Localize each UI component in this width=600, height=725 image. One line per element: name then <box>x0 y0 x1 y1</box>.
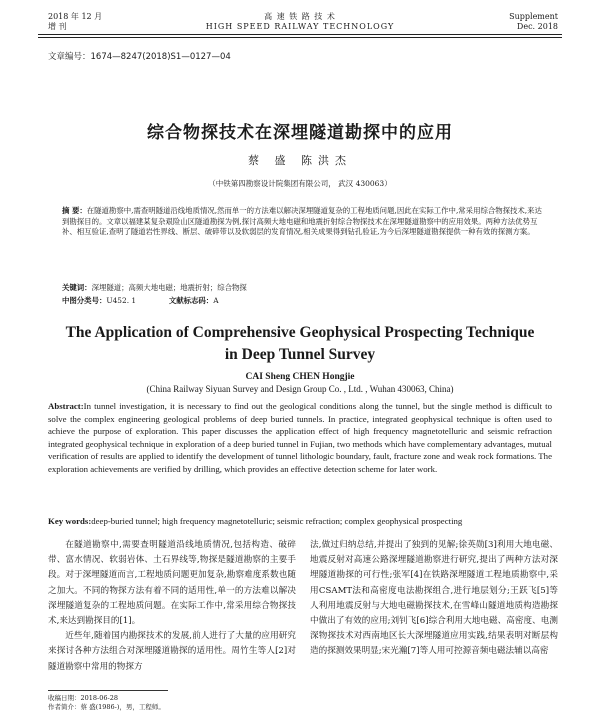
doc-code-label: 文献标志码： <box>168 296 214 305</box>
header-rule-thin <box>38 37 562 38</box>
body-column-left <box>48 538 296 675</box>
english-keywords-text: deep-buried tunnel; high frequency magnetotelluric; seismic refraction; complex geophysical prospecting <box>91 516 463 526</box>
journal-name-cn: 高 速 铁 路 技 术 <box>264 12 336 21</box>
chinese-keywords-label: 关键词： <box>62 283 92 292</box>
english-keywords-label: Key words: <box>48 516 92 526</box>
clc-label: 中图分类号： <box>62 296 107 305</box>
chinese-affiliation: （中铁第四勘察设计院集团有限公司， 武汉 430063） <box>208 179 392 188</box>
english-affiliation: (China Railway Siyuan Survey and Design Group Co. , Ltd. , Wuhan 430063, China) <box>146 384 454 394</box>
article-number: 文章编号：1674—8247(2018)S1—0127—04 <box>48 52 231 62</box>
english-title <box>0 322 600 366</box>
chinese-keywords <box>62 283 546 293</box>
english-title-line1: The Application of Comprehensive Geophysical Prospecting Technique <box>65 324 535 341</box>
body-paragraph: 在隧道勘察中,需要查明隧道沿线地质情况,包括构造、破碎带、富水情况、软弱岩体、土石界线等,物探是隧道勘察的主要手段。对于深埋隧道而言,工程地质问题更加复杂,勘察难度系数也随之加大。不同的物探方法有着不同的适用性,单一的方法难以解决深埋隧道复杂的工程地质问题。在实际工作中,常采用综合物探技术,来达到勘探目的[1]。 <box>48 540 296 627</box>
body-paragraph: 法,做过归纳总结,并提出了独到的见解;徐英勋[3]利用大地电磁、地震反射对高速公路深埋隧道勘察进行研究,提出了两种方法对深埋隧道勘探的可行性;张军[4]在铁路深埋隧道工程地质勘察中,采用CSAMT法和高密度电法勘探组合,进行地层划分;王跃飞[5]等人利用地震反射与大地电磁勘探技术,在雪峰山隧道地质构造勘探中做出了有效的应用;刘钊飞[6]综合利用大地电磁、高密度、电测深物探技术对西南地区长大深埋隧道应用实践,结果表明对断层构造的探测效果明显;宋光瀚[7]等人用可控源音频电磁法辅以高密 <box>310 540 558 657</box>
header-date-en: Dec. 2018 <box>516 22 558 31</box>
header-rule-thick <box>38 34 562 35</box>
body-column-right <box>310 538 558 660</box>
chinese-abstract-text: 在隧道勘察中,需查明隧道沿线地质情况,然而单一的方法难以解决深埋隧道复杂的工程地质问题,因此在实际工作中,常采用综合物探技术,来达到勘探目的。文章以福建某复杂艰险山区隧道勘探为例,探讨高频大地电磁和地震折射综合物探技术在深埋隧道勘察中的应用效果。两种方法优势互补、相互验证,查明了隧道岩性界线、断层、破碎带以及软弱层的发育情况,相关成果得到钻孔验证,为今后深埋隧道勘探提供一种有效的探测方案。 <box>62 206 542 237</box>
header-right <box>509 12 558 32</box>
clc-value: U452. 1 <box>106 296 137 305</box>
chinese-title: 综合物探技术在深埋隧道勘探中的应用 <box>147 123 453 143</box>
received-date: 收稿日期：2018-06-28 <box>48 694 118 702</box>
english-keywords <box>48 516 552 526</box>
english-abstract-label: Abstract: <box>48 401 84 411</box>
classification-line <box>62 296 546 306</box>
body-paragraph: 近些年,随着国内勘探技术的发展,前人进行了大量的应用研究来探讨各种方法组合对深埋隧道勘探的适用性。周竹生等人[2]对隧道勘察中常用的物探方 <box>48 631 296 672</box>
running-header <box>38 10 562 36</box>
chinese-keywords-text: 深埋隧道；高频大地电磁；地震折射；综合物探 <box>91 283 247 292</box>
journal-name-en: HIGH SPEED RAILWAY TECHNOLOGY <box>205 22 395 31</box>
chinese-abstract <box>62 206 546 238</box>
doc-code-value: A <box>213 296 219 305</box>
header-center <box>38 12 562 32</box>
header-date: 2018 年 12 月 <box>48 12 103 21</box>
header-supplement: Supplement <box>509 12 558 21</box>
english-authors: CAI Sheng CHEN Hongjie <box>245 372 355 382</box>
footnote <box>48 694 165 712</box>
author-bio: 作者简介：蔡 盛(1986-)，男，工程师。 <box>48 703 165 711</box>
chinese-authors: 蔡 盛 陈洪杰 <box>248 154 352 167</box>
english-title-line2: in Deep Tunnel Survey <box>224 346 376 363</box>
english-abstract <box>48 400 552 476</box>
footnote-rule <box>48 690 168 691</box>
english-abstract-text: In tunnel investigation, it is necessary to find out the geological conditions along the tunnel, but the single method is difficult to solve the complex engineering geological problems of deep buried tunnels. In practice, integrated geophysical technique is often used to achieve the purpose of exploration. This paper discusses the application effect of high frequency magnetotelluric and seismic refraction integrated geophysical technique in exploration of a deep buried tunnel in Fujian, two methods which have complementary advantages, mutual verification of results are applied to identify the development of tunnel lithologic boundary, fault, fracture zone and weak rock formations. The exploration achievements are verified by drilling, which provides an effective detection scheme for later work. <box>48 401 552 474</box>
header-issue: 增 刊 <box>48 22 67 31</box>
chinese-abstract-label: 摘 要： <box>62 206 87 215</box>
